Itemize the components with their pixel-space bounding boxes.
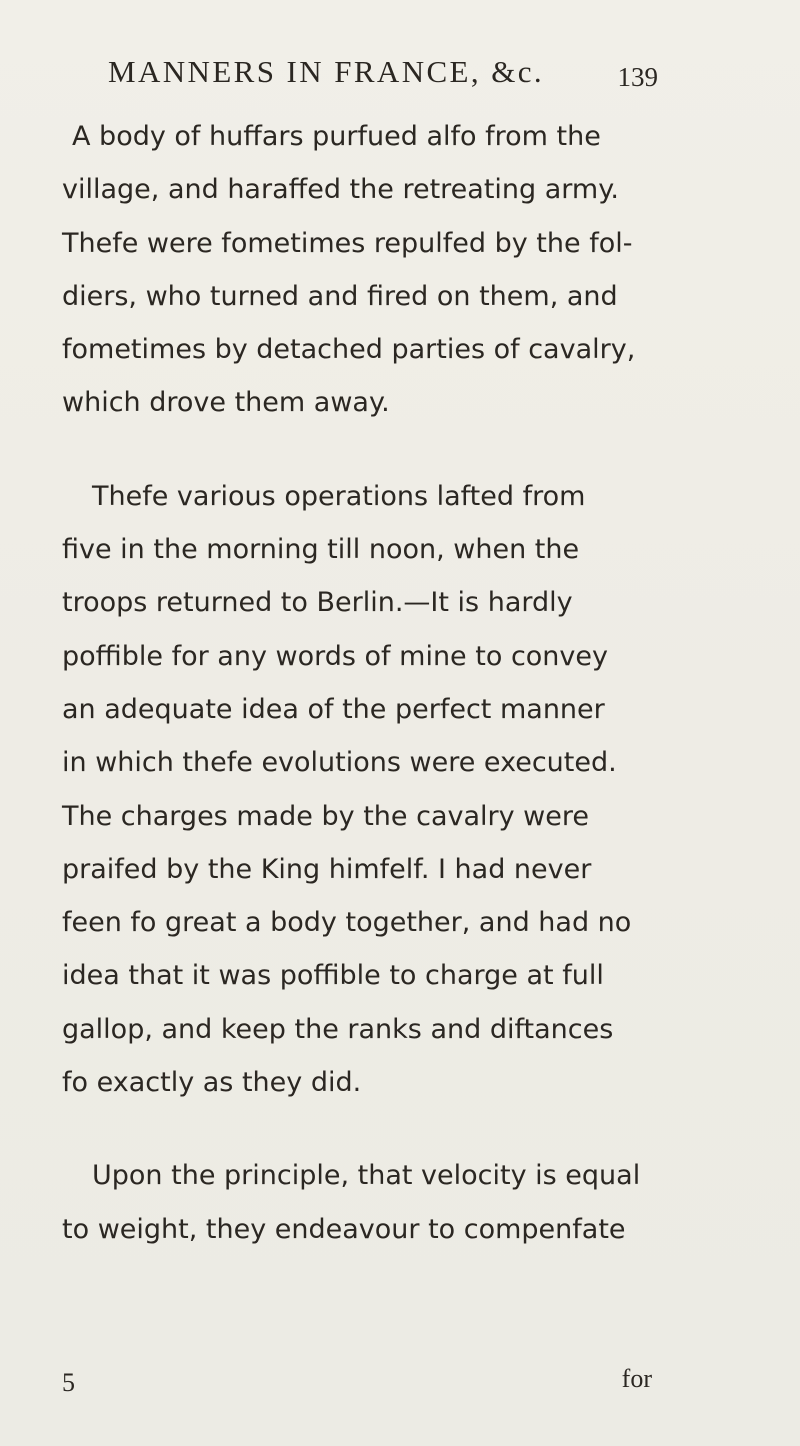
text-line: gallop, and keep the ranks and diftances	[62, 1013, 614, 1045]
text-line: to weight, they endeavour to compenfate	[62, 1213, 626, 1245]
text-line: fometimes by detached parties of cavalry,	[62, 334, 636, 366]
text-line: Upon the principle, that velocity is equal	[92, 1160, 641, 1192]
page-footer	[62, 1364, 652, 1414]
text-line: poffible for any words of mine to convey	[62, 640, 608, 672]
text-line: diers, who turned and fired on them, and	[62, 280, 618, 312]
text-line: A body of huffars purfued alfo from the	[72, 121, 601, 152]
text-line: in which thefe evolutions were executed.	[62, 747, 617, 779]
text-line: The charges made by the cavalry were	[62, 800, 589, 832]
paragraph	[62, 110, 652, 430]
page-number: 139	[617, 62, 658, 92]
paragraph	[62, 1149, 652, 1256]
text-line: village, and haraffed the retreating army.	[62, 174, 619, 206]
text-line: which drove them away.	[62, 387, 390, 419]
signature-mark: 5	[62, 1368, 75, 1397]
running-head	[108, 54, 658, 104]
text-line: fo exactly as they did.	[62, 1067, 362, 1099]
text-line: feen fo great a body together, and had no	[62, 907, 632, 939]
text-line: Thefe various operations lafted from	[92, 480, 586, 512]
text-line: idea that it was poffible to charge at full	[62, 960, 604, 992]
paragraph	[62, 470, 652, 1110]
body-text	[62, 110, 652, 1256]
text-line: troops returned to Berlin.—It is hardly	[62, 587, 573, 619]
text-line: an adequate idea of the perfect manner	[62, 693, 605, 725]
running-title: MANNERS IN FRANCE, &c.	[108, 54, 545, 89]
catchword: for	[621, 1364, 652, 1393]
text-line: praifed by the King himfelf. I had never	[62, 853, 592, 885]
text-line: Thefe were fometimes repulfed by the fol-	[62, 227, 633, 259]
text-line: five in the morning till noon, when the	[62, 534, 580, 566]
